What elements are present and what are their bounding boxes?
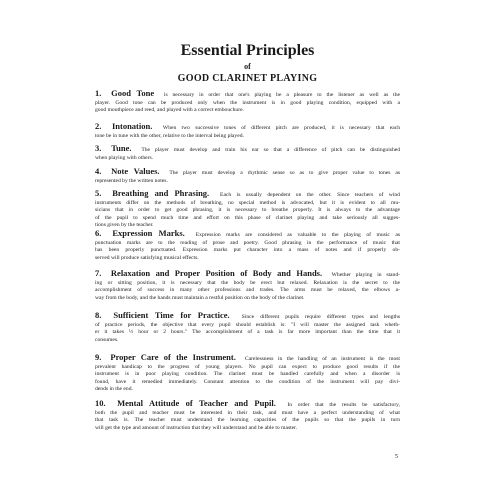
principle-text: Carelessness in the handling of an instrument is the most	[244, 356, 400, 362]
principle-number: 3.	[95, 143, 102, 153]
principle-line: prevalent handicap to the progress of young players. No pupil can expect to produce good results if the	[95, 363, 400, 370]
principle-number: 1.	[95, 88, 102, 98]
title-connector: of	[244, 62, 251, 71]
principle-number: 9.	[95, 352, 102, 362]
principle-number: 10.	[95, 398, 106, 408]
principle-line: that task is. The teacher must understand the learning capacities of the pupils so that the pupils in turn	[95, 417, 400, 423]
principle-line: punctuation marks are to the reading of prose and poetry. Good phrasing in the performance of music that	[95, 239, 400, 246]
page-title: Essential Principles	[180, 42, 315, 59]
principle-line: when playing with others.	[95, 154, 154, 161]
principle-item	[95, 400, 400, 432]
principle-text: The player must develop and train his ear so that a difference of pitch can be distinguished	[141, 147, 401, 153]
principle-line: accomplishment of success in many other professions and trades. The arms must be relaxed, the elbows a-	[95, 287, 400, 293]
principle-line	[95, 90, 400, 100]
principle-number: 7.	[95, 268, 102, 278]
principle-number: 4.	[95, 166, 102, 176]
page-number: 5	[395, 454, 398, 460]
principle-line: has been properly punctuated. Expression marks put character into a mass of notes and if properly ob-	[95, 247, 400, 253]
principle-number: 6.	[95, 228, 102, 238]
principle-line: represented by the written notes.	[95, 177, 168, 184]
principle-item	[95, 230, 400, 262]
principle-line: consumes.	[95, 336, 119, 343]
principle-item	[95, 90, 400, 115]
principle-text: The player must develop a rhythmic sense so as to give proper value to tones as	[169, 170, 400, 176]
principle-item	[95, 270, 400, 302]
principle-line: good mouthpiece and reed, and played with a correct embouchure.	[95, 107, 244, 113]
principle-line: of practice periods, the objective that every pupil should establish is: "I will master the assigned task wheth-	[95, 321, 400, 328]
principle-heading: Good Tone	[111, 88, 155, 98]
principle-heading: Note Values.	[111, 166, 160, 176]
principle-item	[95, 168, 400, 185]
principle-line: dends in the end.	[95, 386, 133, 392]
principle-line	[95, 312, 400, 322]
principle-line: er it takes ½ hour or 2 hours." The accomplishment of a task is far more important than the time that it	[95, 329, 400, 335]
principle-line	[95, 230, 400, 240]
page-subtitle: GOOD CLARINET PLAYING	[177, 73, 318, 84]
principle-heading: Expression Marks.	[112, 228, 185, 238]
principle-text: Expression marks are considered as valuable to the playing of music as	[195, 232, 400, 238]
principle-line	[95, 145, 400, 155]
principle-line: found, have it remedied immediately. Constant attention to the condition of the instrument will pay divi-	[95, 378, 400, 385]
principle-line: served will produce satisfying musical effects.	[95, 254, 199, 261]
principle-line: of the pupil to spend much time and effort on this phase of clarinet playing and take seriously all sugges-	[95, 214, 400, 221]
principle-text: Each is usually dependent on the other. Since teachers of wind	[220, 192, 400, 198]
principle-number: 8.	[95, 310, 102, 320]
principle-item	[95, 190, 400, 230]
principle-line	[95, 270, 400, 280]
principle-heading: Breathing and Phrasing.	[112, 188, 210, 198]
principle-text: When two successive tones of different pitch are produced, it is necessary that each	[162, 125, 401, 131]
principle-line: way from the body, and the hands must maintain a restful position on the body of the clarinet.	[95, 294, 305, 301]
principle-heading: Tune.	[111, 143, 132, 153]
principle-line	[95, 190, 400, 200]
principle-heading: Relaxation and Proper Position of Body and Hands.	[110, 268, 323, 278]
principle-number: 2.	[95, 121, 102, 131]
principle-item	[95, 354, 400, 394]
principle-line: ing or sitting position, it is necessary that the body be erect but relaxed. Relaxation is the secret to the	[95, 279, 400, 286]
principle-line	[95, 354, 400, 364]
principle-line: sicians that in order to get good phrasing, it is necessary to breathe properly. It is always to the advantage	[95, 207, 400, 213]
principle-line: instruments differ on the methods of breathing, no special method is advocated, but it is evident to all mu-	[95, 199, 400, 206]
principle-item	[95, 123, 400, 140]
principle-text: Since different pupils require different types and lengths	[241, 314, 400, 320]
principle-heading: Proper Care of the Instrument.	[110, 352, 236, 362]
principle-text: In order that the results be satisfactory,	[287, 402, 401, 408]
document-page	[95, 42, 401, 431]
principle-line: instrument is in poor playing condition. The clarinet must be handled carefully and when a disorder is	[95, 371, 400, 377]
principle-item	[95, 312, 400, 344]
principle-line	[95, 123, 400, 133]
principle-text: Whether playing in stand-	[331, 272, 400, 278]
principle-line: player. Good tone can be produced only when the instrument is in good playing condition, equipped with a	[95, 99, 400, 106]
principle-text: is necessary in order that one's playing be a pleasure to the listener as well as the	[163, 92, 401, 98]
principle-number: 5.	[95, 188, 102, 198]
principle-heading: Sufficient Time for Practice.	[113, 310, 230, 320]
principle-line: tions given by the teacher.	[95, 222, 154, 228]
principle-heading: Intonation.	[111, 121, 153, 131]
principle-item	[95, 145, 400, 162]
principle-line	[95, 400, 400, 410]
principle-line: both the pupil and teacher must be interested in their task, and must have a perfect understanding of what	[95, 409, 400, 416]
principle-line: tone be in tune with the other, relative to the interval being played.	[95, 132, 244, 139]
principle-line: will get the type and amount of instruction that they will understand and be able to master.	[95, 424, 298, 431]
principle-heading: Mental Attitude of Teacher and Pupil.	[117, 398, 276, 408]
principle-line	[95, 168, 400, 178]
